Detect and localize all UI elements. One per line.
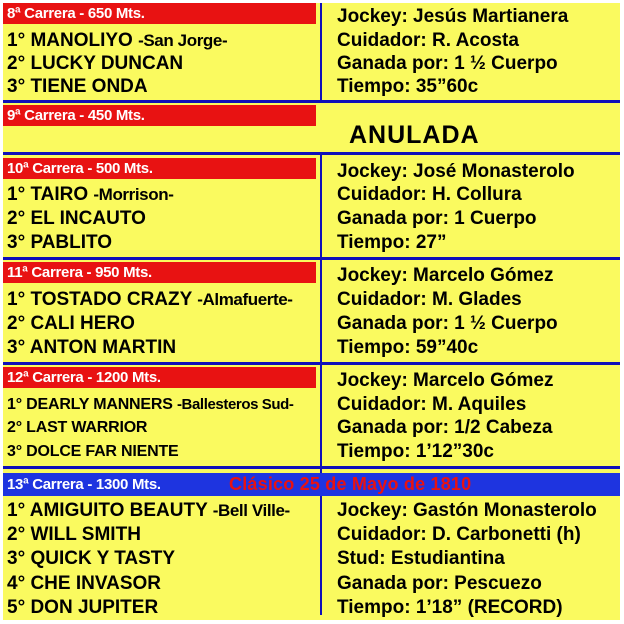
race-8-place-2: 2° LUCKY DUNCAN <box>7 53 184 74</box>
race-13-stud: Stud: Estudiantina <box>337 548 505 569</box>
race-13-header: 13ª Carrera - 1300 Mts. <box>7 476 161 493</box>
race-8-time: Tiempo: 35”60c <box>337 76 479 97</box>
race-12-place-3: 3° DOLCE FAR NIENTE <box>7 443 179 460</box>
race-13-header-bar <box>3 473 620 496</box>
race-8-margin: Ganada por: 1 ½ Cuerpo <box>337 53 558 74</box>
race-13-place-4: 4° CHE INVASOR <box>7 573 161 594</box>
race-10-time: Tiempo: 27” <box>337 232 447 253</box>
race-11-place-2: 2° CALI HERO <box>7 313 135 334</box>
race-9-header: 9ª Carrera - 450 Mts. <box>3 105 316 126</box>
race-11-trainer: Cuidador: M. Glades <box>337 289 522 310</box>
section-divider <box>3 100 620 103</box>
race-10-place-1-team: -Morrison- <box>93 185 174 204</box>
race-8-place-3: 3° TIENE ONDA <box>7 76 148 97</box>
section-divider <box>3 466 620 469</box>
race-10-place-1: 1° TAIRO -Morrison- <box>7 184 174 205</box>
race-11-place-1-team: -Almafuerte- <box>197 290 293 309</box>
race-13-time: Tiempo: 1’18” (RECORD) <box>337 597 563 618</box>
race-8-header: 8ª Carrera - 650 Mts. <box>3 3 316 24</box>
race-13-title: Clásico 25 de Mayo de 1810 <box>229 474 472 494</box>
race-10-trainer: Cuidador: H. Collura <box>337 184 522 205</box>
race-8-place-1-team: -San Jorge- <box>138 31 228 50</box>
race-12-margin: Ganada por: 1/2 Cabeza <box>337 417 553 438</box>
race-results-board <box>3 3 620 620</box>
race-11-place-1: 1° TOSTADO CRAZY -Almafuerte- <box>7 289 293 310</box>
race-10-place-3: 3° PABLITO <box>7 232 113 253</box>
column-divider <box>320 155 322 615</box>
race-10-header: 10ª Carrera - 500 Mts. <box>3 158 316 179</box>
race-13-place-5: 5° DON JUPITER <box>7 597 159 618</box>
race-10-jockey: Jockey: José Monasterolo <box>337 161 575 182</box>
race-11-header: 11ª Carrera - 950 Mts. <box>3 262 316 283</box>
race-13-place-1: 1° AMIGUITO BEAUTY -Bell Ville- <box>7 500 290 521</box>
section-divider <box>3 257 620 260</box>
race-13-place-1-team: -Bell Ville- <box>212 501 290 520</box>
race-13-margin: Ganada por: Pescuezo <box>337 573 542 594</box>
race-11-place-3: 3° ANTON MARTIN <box>7 337 177 358</box>
section-divider <box>3 152 620 155</box>
column-divider <box>320 3 322 100</box>
race-11-margin: Ganada por: 1 ½ Cuerpo <box>337 313 558 334</box>
race-12-header: 12ª Carrera - 1200 Mts. <box>3 367 316 388</box>
race-13-jockey: Jockey: Gastón Monasterolo <box>337 500 597 521</box>
race-11-time: Tiempo: 59”40c <box>337 337 479 358</box>
race-13-place-2: 2° WILL SMITH <box>7 524 141 545</box>
race-11-jockey: Jockey: Marcelo Gómez <box>337 265 554 286</box>
race-8-jockey: Jockey: Jesús Martianera <box>337 6 569 27</box>
race-8-place-1: 1° MANOLIYO -San Jorge- <box>7 30 228 51</box>
race-12-trainer: Cuidador: M. Aquiles <box>337 394 527 415</box>
race-13-place-3: 3° QUICK Y TASTY <box>7 548 176 569</box>
race-12-place-1-team: -Ballesteros Sud- <box>176 396 294 413</box>
race-9-status: ANULADA <box>349 121 480 149</box>
race-12-place-1: 1° DEARLY MANNERS -Ballesteros Sud- <box>7 396 294 413</box>
race-10-place-2: 2° EL INCAUTO <box>7 208 146 229</box>
race-13-trainer: Cuidador: D. Carbonetti (h) <box>337 524 581 545</box>
race-12-jockey: Jockey: Marcelo Gómez <box>337 370 554 391</box>
section-divider <box>3 362 620 365</box>
race-12-time: Tiempo: 1’12”30c <box>337 441 495 462</box>
race-10-margin: Ganada por: 1 Cuerpo <box>337 208 537 229</box>
race-8-trainer: Cuidador: R. Acosta <box>337 30 519 51</box>
race-12-place-2: 2° LAST WARRIOR <box>7 419 148 436</box>
